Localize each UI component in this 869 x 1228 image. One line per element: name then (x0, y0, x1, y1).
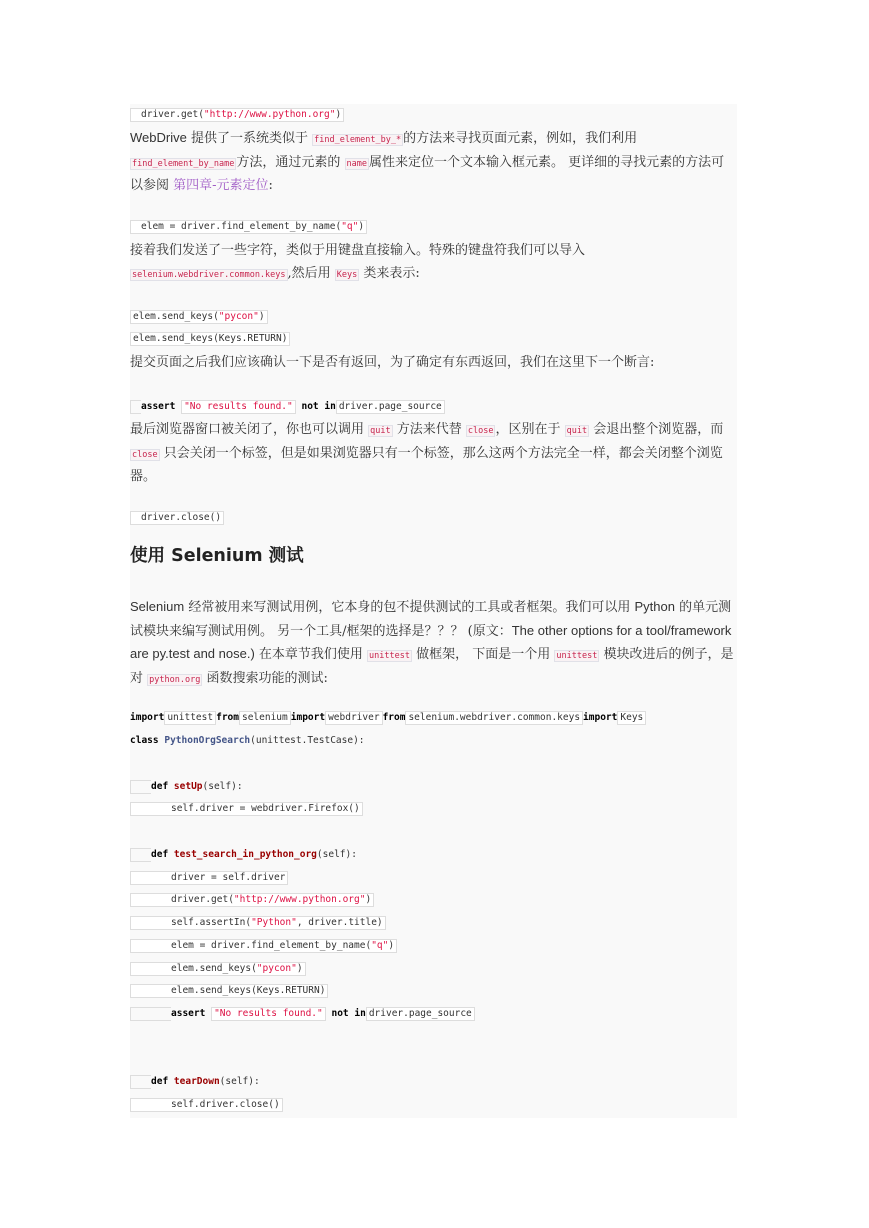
code-line-def: def test_search_in_python_org(self): (130, 848, 357, 862)
paragraph-send-keys: 接着我们发送了一些字符，类似于用键盘直接输入。特殊的键盘符我们可以导入 selenium.webdriver.common.keys ,然后用 Keys 类来表示: (130, 243, 586, 281)
code-line: assert "No results found." not in driver.page_source (130, 400, 445, 414)
code-line: elem = driver.find_element_by_name("q") (130, 220, 367, 234)
code-line: self.driver.close() (130, 1098, 283, 1112)
code-line: elem.send_keys(Keys.RETURN) (130, 984, 328, 998)
code-line-imports: import unittest from selenium import webdriver from selenium.webdriver.common.keys import Keys (130, 711, 646, 725)
paragraph-assert: 提交页面之后我们应该确认一下是否有返回，为了确定有东西返回，我们在这里下一个断言: (130, 355, 655, 370)
code-line-class: class PythonOrgSearch(unittest.TestCase): (130, 735, 365, 746)
code-line: driver.get("http://www.python.org") (130, 893, 374, 907)
paragraph-find-element: WebDrive 提供了一系统类似于 find_element_by_* 的方法来寻找页面元素，例如，我们利用 find_element_by_name 方法，通过元素的 name 属性来定位一个文本输入框元素。 更详细的寻找元素的方法可以参阅 第四章-元素定位: (130, 130, 725, 193)
code-line: self.driver = webdriver.Firefox() (130, 802, 363, 816)
code-line: driver = self.driver (130, 871, 288, 885)
code-line: assert "No results found." not in driver.page_source (130, 1007, 475, 1021)
paragraph-close: 最后浏览器窗口被关闭了，你也可以调用 quit 方法来代替 close ，区别在于 quit 会退出整个浏览器，而 close 只会关闭一个标签，但是如果浏览器只有一个标签，那么这两个方法完全一样，都会关闭整个浏览器。 (130, 422, 724, 484)
code-line: self.assertIn("Python", driver.title) (130, 916, 386, 930)
code-line: driver.close() (130, 511, 224, 525)
code-line-def: def setUp(self): (130, 780, 243, 794)
code-line: elem.send_keys("pycon") (130, 310, 268, 324)
paragraph-unittest: Selenium 经常被用来写测试用例，它本身的包不提供测试的工具或者框架。我们可以用 Python 的单元测试模块来编写测试用例。 另一个工具/框架的选择是？？？ (原文：The other options for a tool/framework are py.test and nose.) 在本章节我们使用 unittest 做框架， 下面是一个用 unittest 模块改进后的例子，是对 python.org 函数搜索功能的测试: (130, 599, 734, 686)
code-line: elem.send_keys("pycon") (130, 962, 306, 976)
code-line: elem = driver.find_element_by_name("q") (130, 939, 397, 953)
section-heading: 使用 Selenium 测试 (130, 546, 304, 566)
code-line: elem.send_keys(Keys.RETURN) (130, 332, 290, 346)
code-line-def: def tearDown(self): (130, 1075, 260, 1089)
chapter-four-link[interactable]: 第四章-元素定位 (173, 178, 269, 193)
code-line: driver.get("http://www.python.org") (130, 108, 344, 122)
